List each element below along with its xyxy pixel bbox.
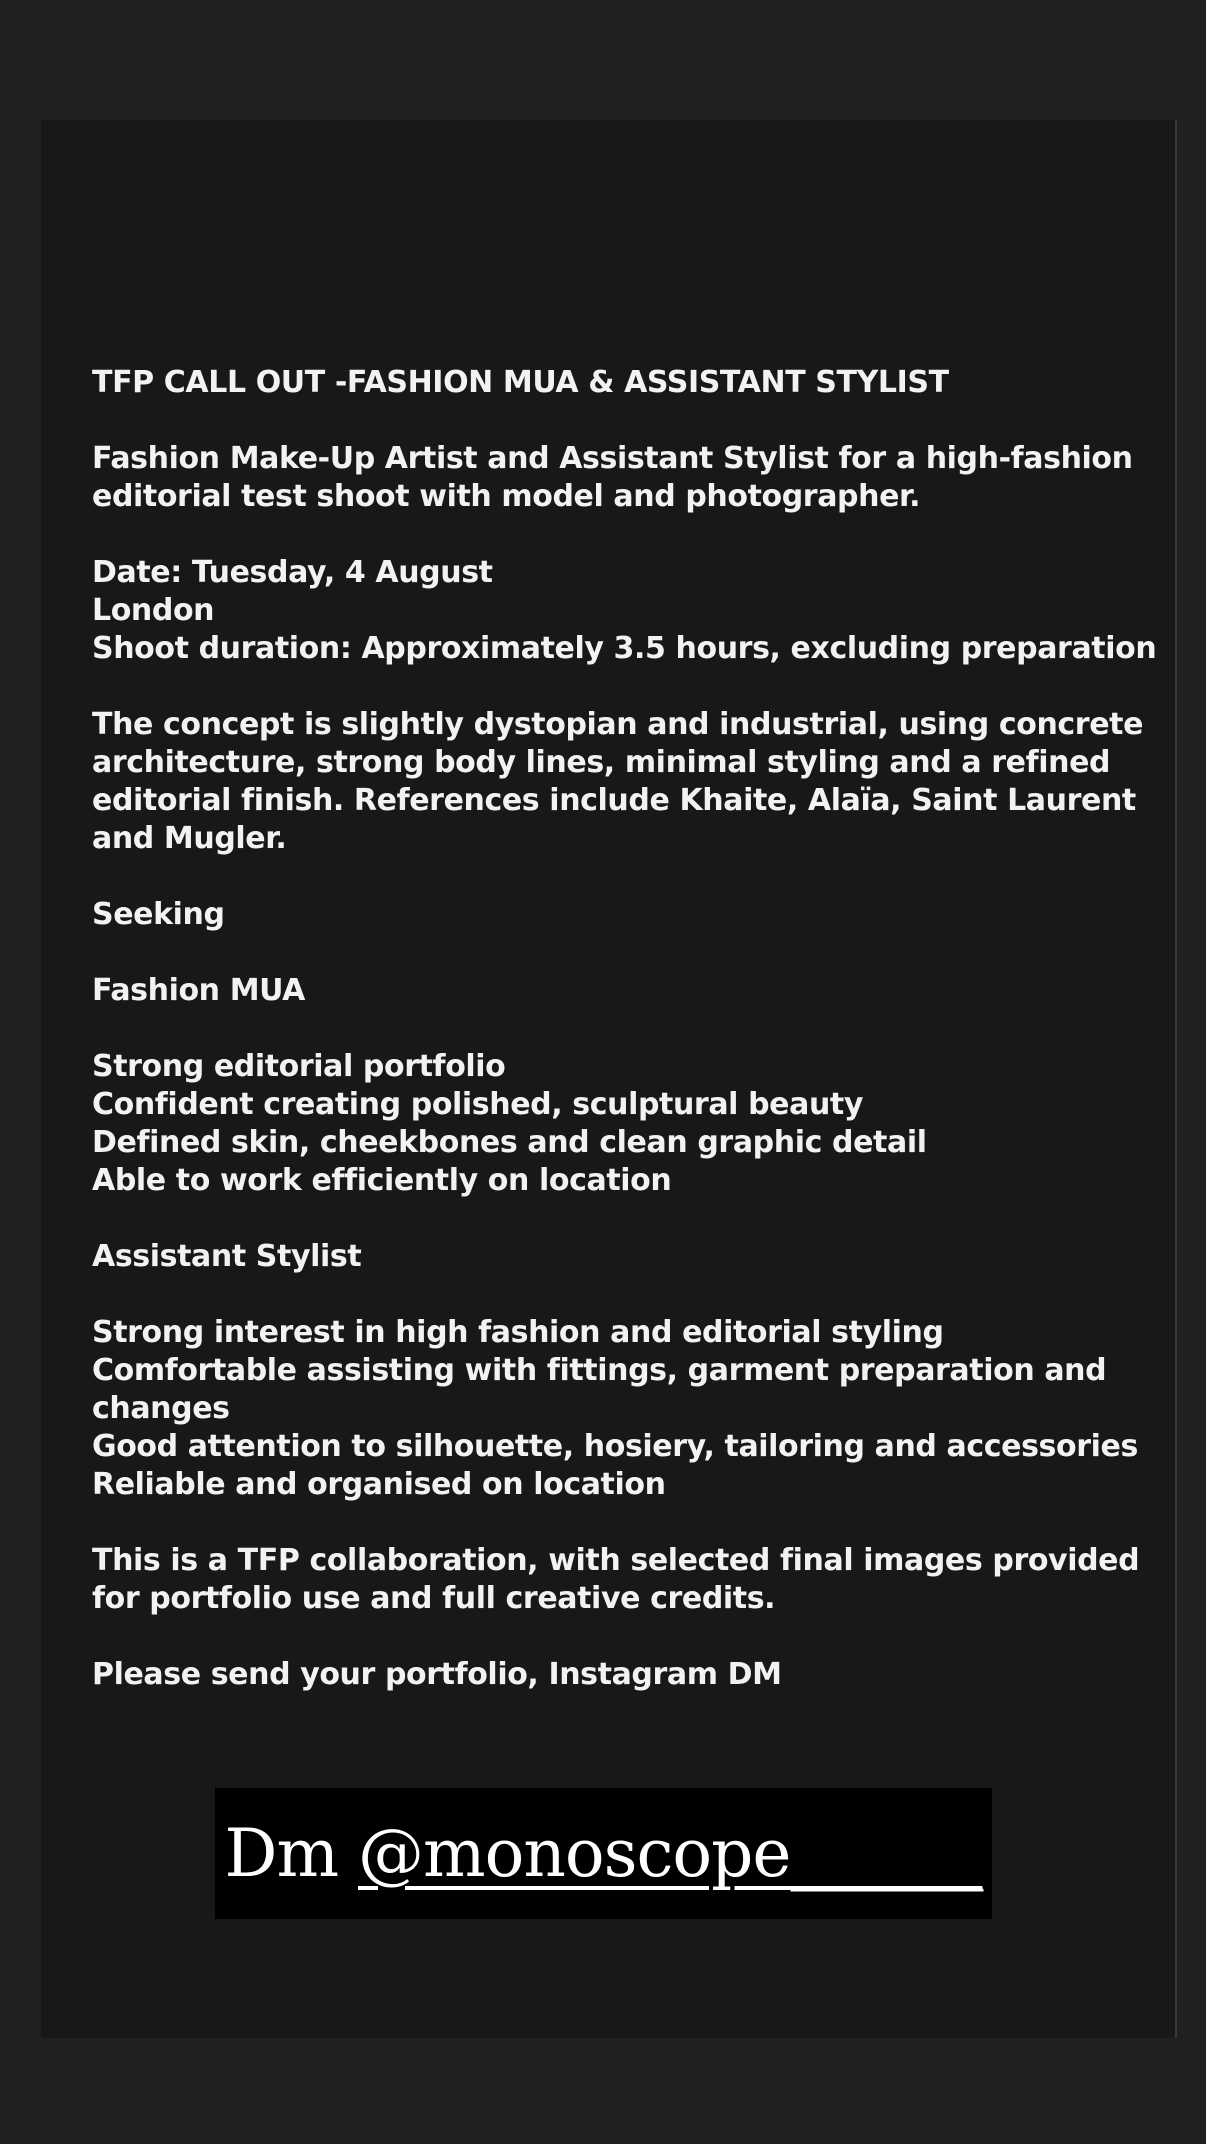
instagram-handle-link[interactable]: @monoscope______ <box>358 1814 983 1892</box>
stylist-requirement: Good attention to silhouette, hosiery, tailoring and accessories <box>92 1429 1138 1464</box>
story-card <box>41 120 1177 2038</box>
collaboration-paragraph: This is a TFP collaboration, with selected final images provided for portfolio use and full creative credits. <box>92 1543 1140 1616</box>
dm-prefix: Dm <box>224 1814 359 1892</box>
stylist-requirement: Comfortable assisting with fittings, garment preparation and changes <box>92 1353 1107 1426</box>
post-title: TFP CALL OUT -FASHION MUA & ASSISTANT STYLIST <box>92 365 949 400</box>
shoot-date: Date: Tuesday, 4 August <box>92 555 493 590</box>
mua-requirements <box>92 1048 1167 1200</box>
dm-sticker[interactable] <box>215 1788 992 1919</box>
stylist-requirement: Strong interest in high fashion and editorial styling <box>92 1315 944 1350</box>
dm-sticker-text <box>224 1814 983 1892</box>
post-intro: Fashion Make-Up Artist and Assistant Stylist for a high-fashion editorial test shoot with model and photographer. <box>92 441 1133 514</box>
shoot-location: London <box>92 593 215 628</box>
mua-requirement: Strong editorial portfolio <box>92 1049 506 1084</box>
seeking-heading: Seeking <box>92 897 225 932</box>
stylist-requirement: Reliable and organised on location <box>92 1467 666 1502</box>
shoot-details <box>92 554 1167 668</box>
post-text <box>92 364 1167 1694</box>
stylist-requirements <box>92 1314 1167 1504</box>
shoot-duration: Shoot duration: Approximately 3.5 hours, excluding preparation <box>92 631 1157 666</box>
stylist-heading: Assistant Stylist <box>92 1239 362 1274</box>
mua-requirement: Defined skin, cheekbones and clean graphic detail <box>92 1125 927 1160</box>
mua-heading: Fashion MUA <box>92 973 305 1008</box>
mua-requirement: Confident creating polished, sculptural beauty <box>92 1087 864 1122</box>
mua-requirement: Able to work efficiently on location <box>92 1163 672 1198</box>
call-to-action: Please send your portfolio, Instagram DM <box>92 1657 782 1692</box>
concept-paragraph: The concept is slightly dystopian and industrial, using concrete architecture, strong body lines, minimal styling and a refined editorial finish. References include Khaite, Alaïa, Saint Laurent and Mugler. <box>92 707 1144 856</box>
